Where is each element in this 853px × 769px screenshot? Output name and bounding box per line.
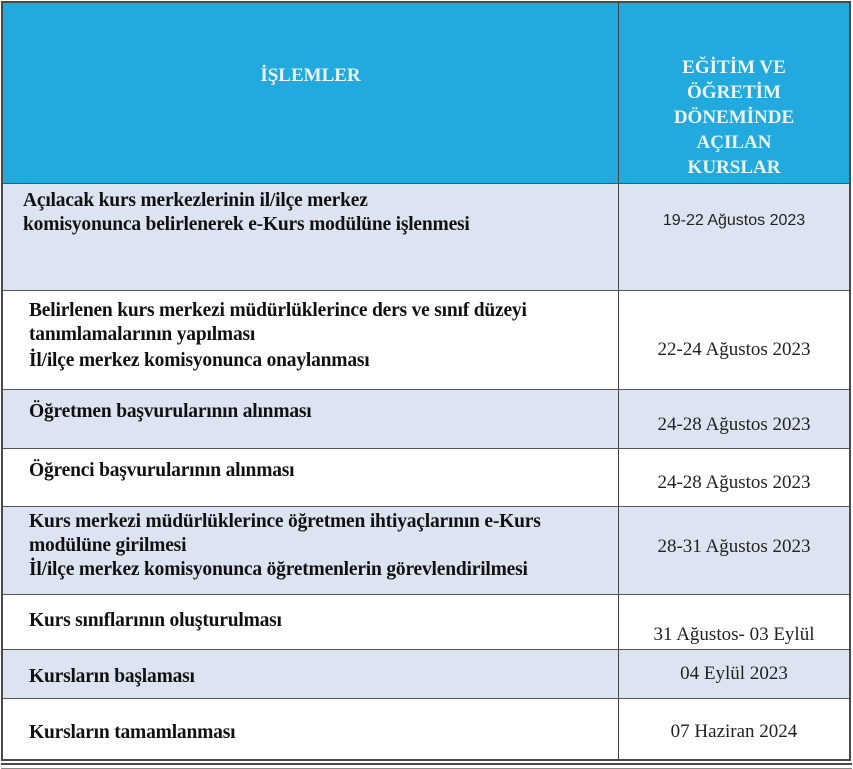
- header-kurslar-line: EĞİTİM VE: [682, 57, 786, 78]
- date-text: 19-22 Ağustos 2023: [662, 212, 806, 229]
- table-row: [3, 291, 849, 390]
- header-kurslar-line: ÖĞRETİM: [687, 82, 781, 103]
- table-header: [3, 3, 849, 184]
- task-text: Kursların başlaması: [29, 666, 195, 687]
- task-cell: [3, 507, 619, 594]
- task-text: tanımlamalarının yapılması: [29, 324, 256, 345]
- header-kurslar-line: KURSLAR: [687, 157, 781, 178]
- task-text: Kurs merkezi müdürlüklerince öğretmen ihtiyaçlarının e-Kurs: [29, 511, 541, 532]
- date-cell: [619, 390, 849, 448]
- table-row: [3, 449, 849, 507]
- task-text: modülüne girilmesi: [29, 535, 187, 556]
- task-text: Kursların tamamlanması: [29, 722, 236, 743]
- date-text: 24-28 Ağustos 2023: [657, 414, 811, 435]
- date-cell: [619, 291, 849, 389]
- task-cell: [3, 449, 619, 506]
- table-row: [3, 184, 849, 291]
- task-text: Açılacak kurs merkezlerinin il/ilçe merkez: [23, 190, 368, 211]
- date-text: 22-24 Ağustos 2023: [657, 339, 811, 360]
- table-row: [3, 595, 849, 650]
- task-cell: [3, 291, 619, 389]
- date-text: 04 Eylül 2023: [680, 663, 788, 684]
- header-kurslar-line: AÇILAN: [696, 132, 772, 153]
- task-text: Öğrenci başvurularının alınması: [29, 460, 295, 481]
- task-cell: [3, 595, 619, 649]
- header-col-islemler: [3, 3, 619, 183]
- date-text: 24-28 Ağustos 2023: [657, 472, 811, 493]
- task-text: komisyonunca belirlenerek e-Kurs modülüne işlenmesi: [23, 214, 470, 235]
- task-text: Belirlenen kurs merkezi müdürlüklerince ders ve sınıf düzeyi: [29, 300, 527, 321]
- header-kurslar-line: DÖNEMİNDE: [673, 107, 795, 128]
- task-cell: [3, 699, 619, 759]
- date-cell: [619, 449, 849, 506]
- task-text: İl/ilçe merkez komisyonunca onaylanması: [29, 350, 370, 371]
- header-islemler-label: İŞLEMLER: [260, 65, 361, 86]
- table-row: [3, 390, 849, 449]
- date-text: 31 Ağustos- 03 Eylül: [653, 624, 815, 645]
- bottom-border-rule: [1, 763, 852, 769]
- task-text: Kurs sınıflarının oluşturulması: [29, 610, 282, 631]
- date-text: 07 Haziran 2024: [670, 721, 798, 742]
- date-cell: [619, 184, 849, 290]
- date-cell: [619, 595, 849, 649]
- table-row: [3, 699, 849, 759]
- date-cell: [619, 650, 849, 698]
- task-cell: [3, 390, 619, 448]
- table-row: [3, 507, 849, 595]
- header-col-kurslar: [619, 3, 849, 183]
- task-cell: [3, 184, 619, 290]
- task-text: Öğretmen başvurularının alınması: [29, 401, 312, 422]
- schedule-table: [1, 1, 851, 761]
- date-text: 28-31 Ağustos 2023: [657, 536, 811, 557]
- date-cell: [619, 507, 849, 594]
- date-cell: [619, 699, 849, 759]
- task-cell: [3, 650, 619, 698]
- table-row: [3, 650, 849, 699]
- task-text: İl/ilçe merkez komisyonunca öğretmenlerin görevlendirilmesi: [29, 559, 528, 580]
